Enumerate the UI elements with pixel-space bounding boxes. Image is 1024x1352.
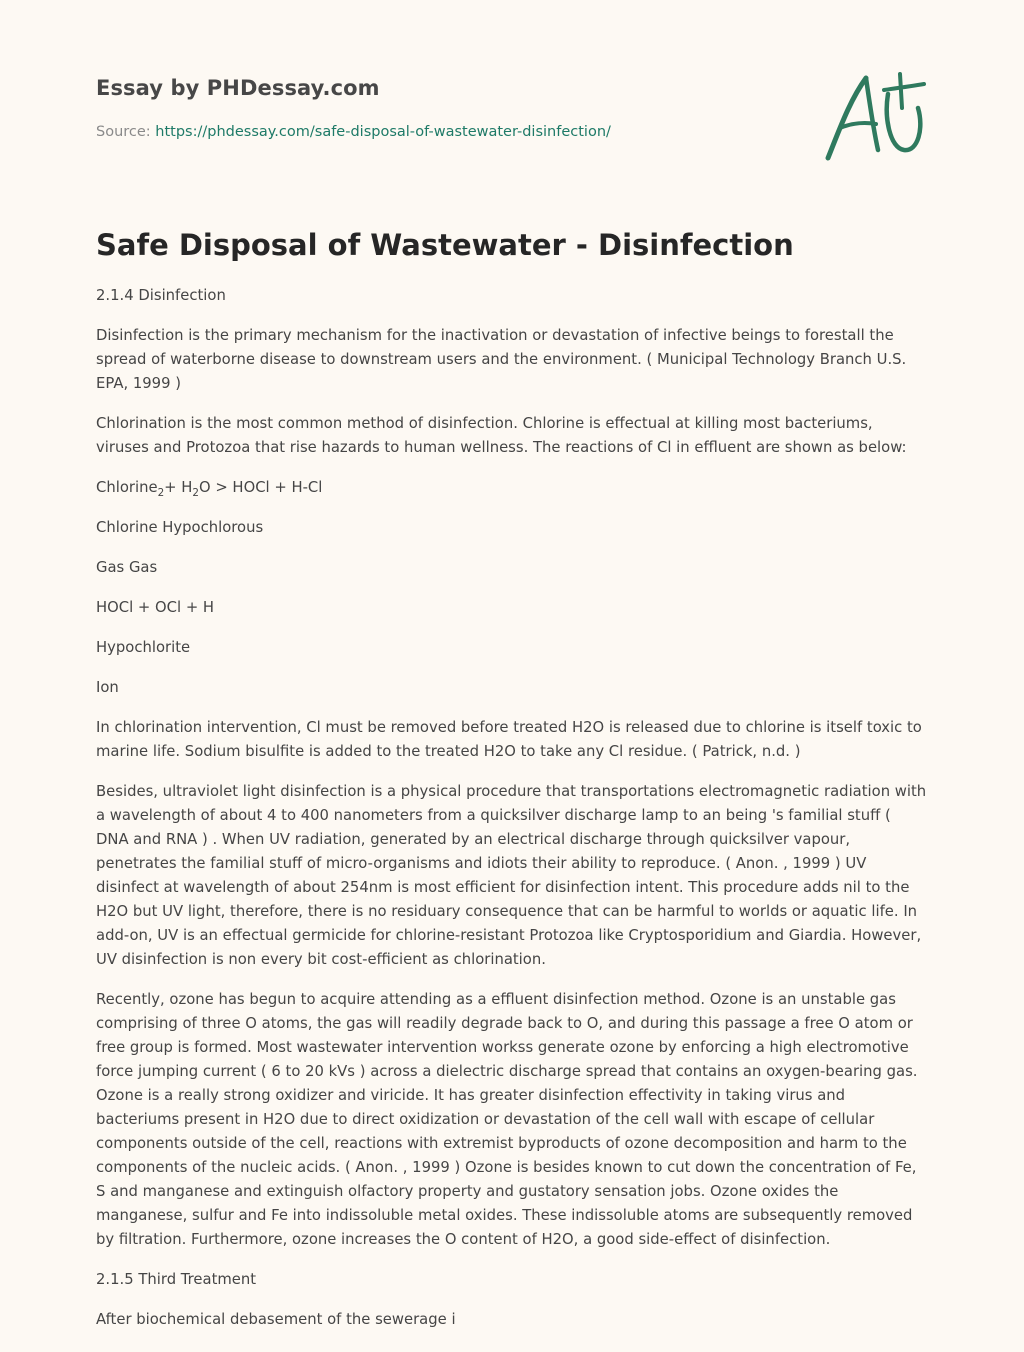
paragraph: In chlorination intervention, Cl must be removed before treated H2O is released due to chlorine is itself toxic to marine life. Sodium bisulfite is added to the treated H2O to take any Cl residue. ( Patrick, n.d. ) — [96, 719, 922, 760]
formula-subscript: 2 — [192, 487, 199, 499]
formula-part: Chlorine — [96, 479, 158, 496]
formula-part: + H — [164, 479, 193, 496]
page-title: Safe Disposal of Wastewater - Disinfection — [96, 228, 794, 262]
formula-part: O > HOCl + H-Cl — [198, 479, 323, 496]
paragraph: HOCl + OCl + H — [96, 599, 215, 616]
source-label: Source: — [96, 124, 151, 140]
paragraph: Chlorination is the most common method of disinfection. Chlorine is effectual at killing most bacteriums, viruses and Protozoa that rise hazards to human wellness. The reactions of Cl in effluent are shown as below: — [96, 415, 907, 456]
source-link[interactable]: https://phdessay.com/safe-disposal-of-wastewater-disinfection/ — [155, 124, 611, 140]
section-heading: 2.1.4 Disinfection — [96, 287, 226, 304]
paragraph: Besides, ultraviolet light disinfection is a physical procedure that transportations electromagnetic radiation with a wavelength of about 4 to 400 nanometers from a quicksilver discharge lamp to an being 's familial stuff ( DNA and RNA ) . When UV radiation, generated by an electrical discharge through quicksilver vapour, penetrates the familial stuff of micro-organisms and idiots their ability to reproduce. ( Anon. , 1999 ) UV disinfect at wavelength of about 254nm is most efficient for disinfection intent. This procedure adds nil to the H2O but UV light, therefore, there is no residuary consequence that can be harmful to worlds or aquatic life. In add-on, UV is an effectual germicide for chlorine-resistant Protozoa like Cryptosporidium and Giardia. However, UV disinfection is non every bit cost-efficient as chlorination. — [96, 783, 927, 968]
a-plus-logo-icon — [818, 66, 930, 168]
paragraph: Chlorine Hypochlorous — [96, 519, 264, 536]
paragraph: After biochemical debasement of the sewerage i — [96, 1311, 456, 1328]
article-body — [96, 284, 928, 1348]
paragraph: Ion — [96, 679, 119, 696]
site-brand: Essay by PHDessay.com — [96, 76, 380, 100]
chemical-formula — [96, 476, 928, 500]
paragraph: Gas Gas — [96, 559, 158, 576]
paragraph: Recently, ozone has begun to acquire attending as a effluent disinfection method. Ozone is an unstable gas comprising of three O atoms, the gas will readily degrade back to O, and during this passage a free O atom or free group is formed. Most wastewater intervention workss generate ozone by enforcing a high electromotive force jumping current ( 6 to 20 kVs ) across a dielectric discharge spread that contains an oxygen-bearing gas. Ozone is a really strong oxidizer and viricide. It has greater disinfection effectivity in taking virus and bacteriums present in H2O due to direct oxidization or devastation of the cell wall with escape of cellular components outside of the cell, reactions with extremist byproducts of ozone decomposition and harm to the components of the nucleic acids. ( Anon. , 1999 ) Ozone is besides known to cut down the concentration of Fe, S and manganese and extinguish olfactory property and gustatory sensation jobs. Ozone oxides the manganese, sulfur and Fe into indissoluble metal oxides. These indissoluble atoms are subsequently removed by filtration. Furthermore, ozone increases the O content of H2O, a good side-effect of disinfection. — [96, 991, 918, 1248]
formula-subscript: 2 — [157, 487, 165, 499]
section-heading: 2.1.5 Third Treatment — [96, 1271, 257, 1288]
source-line — [96, 124, 611, 140]
paragraph: Hypochlorite — [96, 639, 191, 656]
paragraph: Disinfection is the primary mechanism for the inactivation or devastation of infective beings to forestall the spread of waterborne disease to downstream users and the environment. ( Municipal Technology Branch U.S. EPA, 1999 ) — [96, 327, 907, 392]
